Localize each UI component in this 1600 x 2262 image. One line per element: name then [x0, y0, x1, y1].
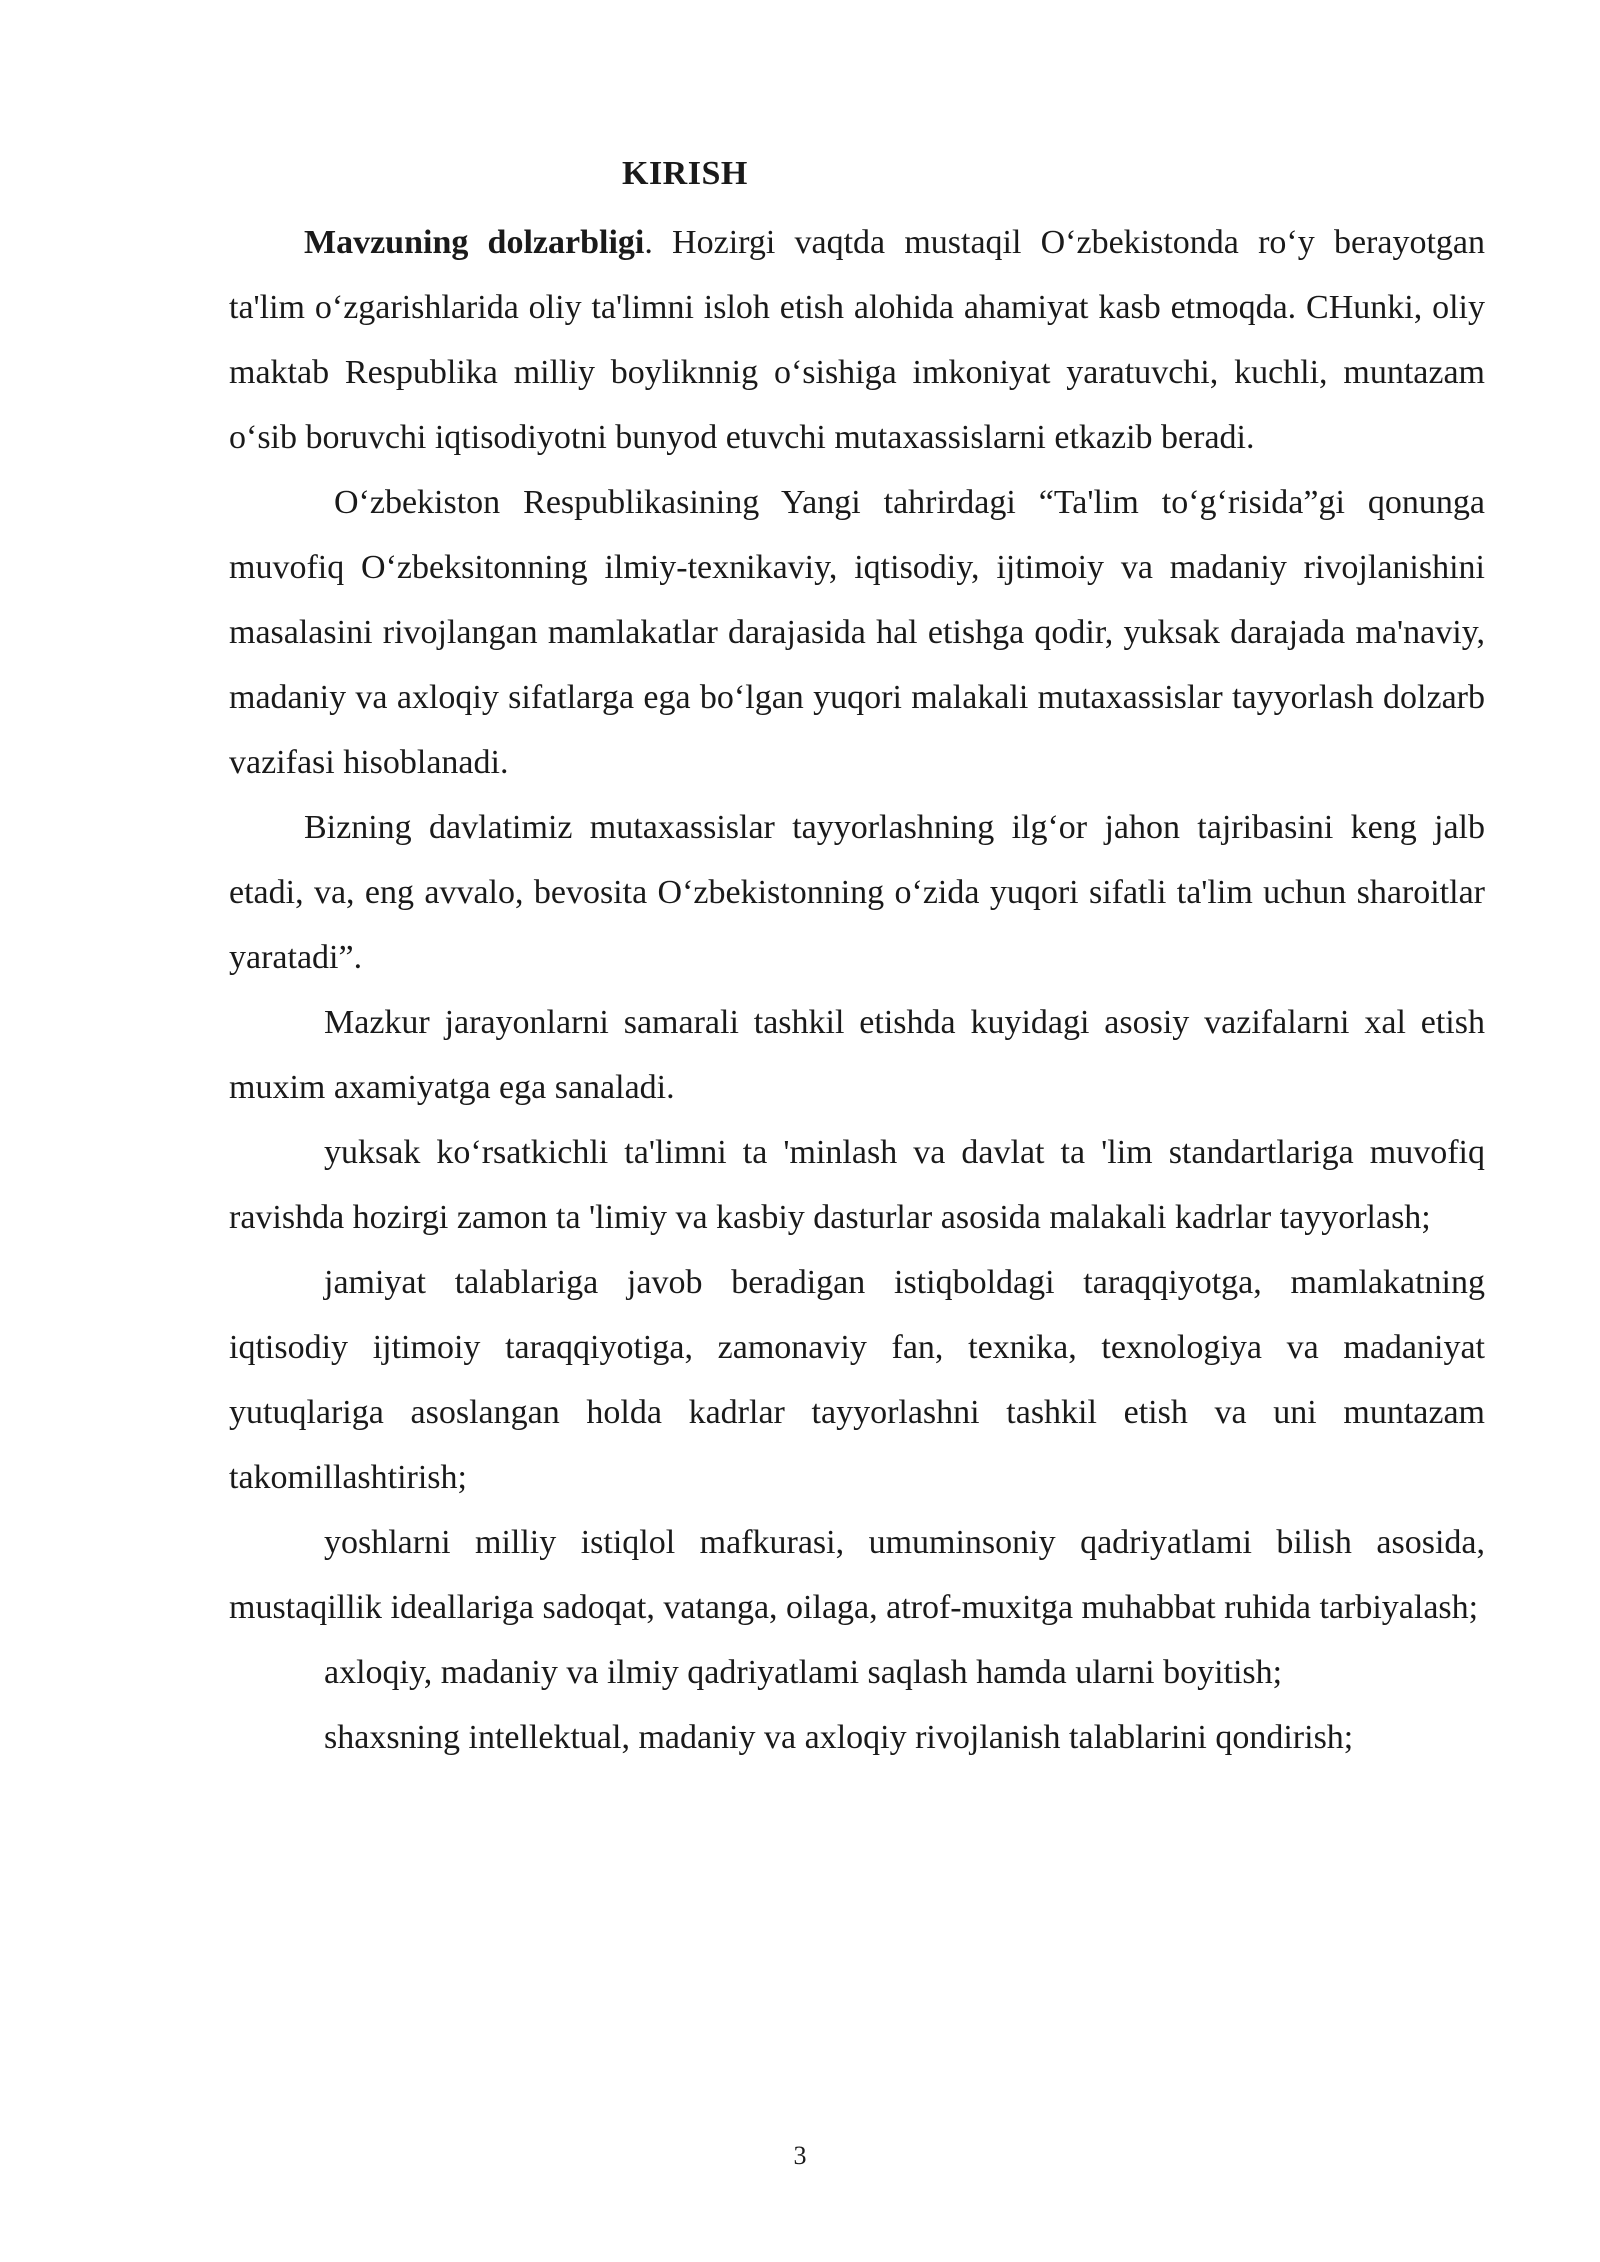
- list-item: shaxsning intellektual, madaniy va axloqiy rivojlanish talablarini qondirish;: [324, 1719, 1354, 1756]
- paragraph-text: . Hozirgi vaqtda mustaqil O‘zbekistonda ro‘y berayotgan ta'lim o‘zgarishlarida oliy ta'limni isloh etish alohida ahamiyat kasb etmoqda. CHunki, oliy maktab Respublika milliy boyliknnig o‘sishiga imkoniyat yaratuvchi, kuchli, muntazam o‘sib boruvchi iqtisodiyotni bunyod etuvchi mutaxassislarni etkazib beradi.: [229, 224, 1485, 456]
- list-item: yoshlarni milliy istiqlol mafkurasi, umuminsoniy qadriyatlami bilish asosida, mustaqillik ideallariga sadoqat, vatanga, oilaga, atrof-muxitga muhabbat ruhida tarbiyalash;: [229, 1524, 1485, 1626]
- paragraph-state: Bizning davlatimiz mutaxassislar tayyorlashning ilg‘or jahon tajribasini keng jalb etadi, va, eng avvalo, bevosita O‘zbekistonning o‘zida yuqori sifatli ta'lim uchun sharoitlar yaratadi”.: [229, 809, 1485, 976]
- list-item: axloqiy, madaniy va ilmiy qadriyatlami saqlash hamda ularni boyitish;: [324, 1654, 1283, 1691]
- page-number: 3: [793, 2141, 807, 2170]
- body-text: [229, 210, 1485, 1770]
- page-title: KIRISH: [622, 155, 748, 192]
- paragraph-tasks-intro: Mazkur jarayonlarni samarali tashkil etishda kuyidagi asosiy vazifalarni xal etish muxim axamiyatga ega sanaladi.: [229, 1004, 1485, 1106]
- list-item: jamiyat talablariga javob beradigan istiqboldagi taraqqiyotga, mamlakatning iqtisodiy ijtimoiy taraqqiyotiga, zamonaviy fan, texnika, texnologiya va madaniyat yutuqlariga asoslangan holda kadrlar tayyorlashni tashkil etish va uni muntazam takomillashtirish;: [229, 1264, 1485, 1496]
- paragraph-law: O‘zbekiston Respublikasining Yangi tahrirdagi “Ta'lim to‘g‘risida”gi qonunga muvofiq O‘zbeksitonning ilmiy-texnikaviy, iqtisodiy, ijtimoiy va madaniy rivojlanishini masalasini rivojlangan mamlakatlar darajasida hal etishga qodir, yuksak darajada ma'naviy, madaniy va axloqiy sifatlarga ega bo‘lgan yuqori malakali mutaxassislar tayyorlash dolzarb vazifasi hisoblanadi.: [229, 484, 1485, 781]
- list-item: yuksak ko‘rsatkichli ta'limni ta 'minlash va davlat ta 'lim standartlariga muvofiq ravishda hozirgi zamon ta 'limiy va kasbiy dasturlar asosida malakali kadrlar tayyorlash;: [229, 1134, 1485, 1236]
- relevance-heading: Mavzuning dolzarbligi: [304, 224, 645, 261]
- paragraph-relevance: [229, 210, 1485, 470]
